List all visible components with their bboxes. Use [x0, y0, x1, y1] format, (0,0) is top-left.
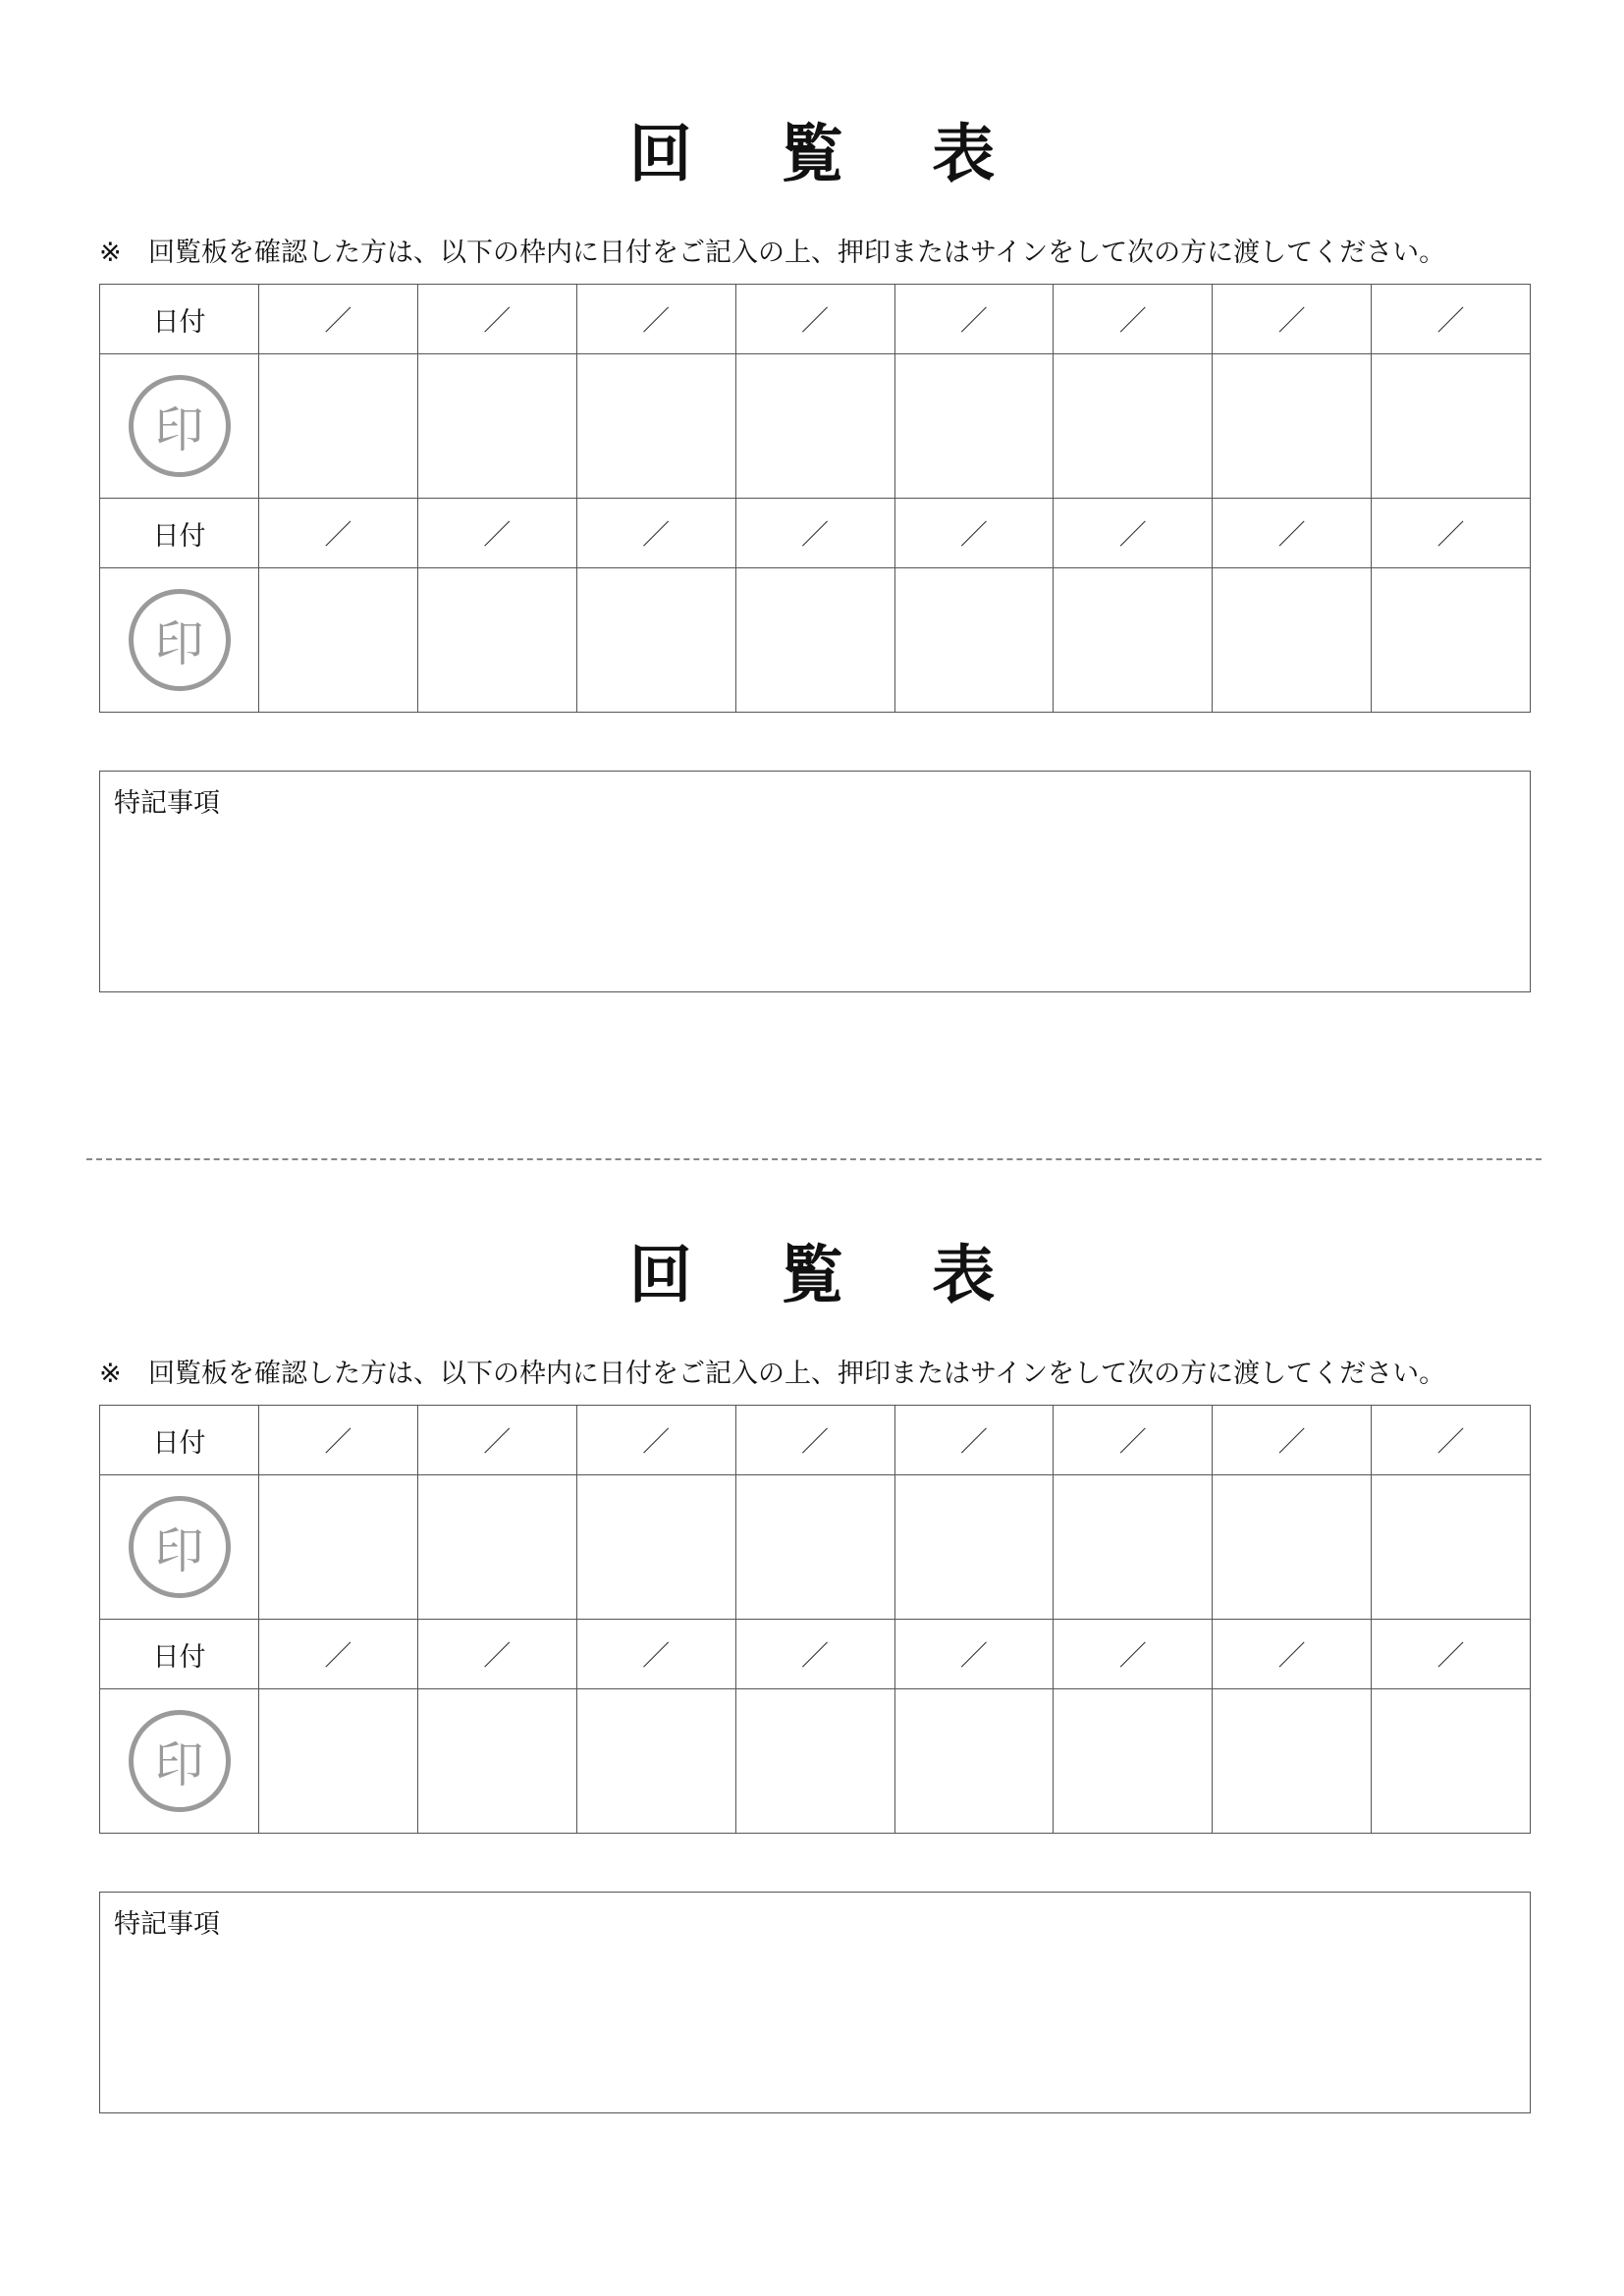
date-row	[100, 1620, 1531, 1689]
stamp-row	[100, 1475, 1531, 1620]
stamp-cell[interactable]	[259, 568, 418, 713]
stamp-seal-icon: 印	[129, 1496, 231, 1598]
instruction-text	[99, 1355, 1543, 1394]
stamp-cell[interactable]	[1054, 568, 1213, 713]
stamp-cell[interactable]	[1213, 1475, 1372, 1620]
date-cell[interactable]: ／	[1372, 1620, 1531, 1689]
stamp-cell[interactable]	[576, 1475, 735, 1620]
stamp-row	[100, 568, 1531, 713]
date-cell[interactable]: ／	[894, 499, 1054, 568]
date-cell[interactable]: ／	[894, 285, 1054, 354]
instruction-body: 回覧板を確認した方は、以下の枠内に日付をご記入の上、押印またはサインをして次の方に渡してください。	[148, 238, 1446, 268]
date-cell[interactable]: ／	[894, 1620, 1054, 1689]
stamp-cell[interactable]	[1372, 568, 1531, 713]
stamp-cell[interactable]	[417, 568, 576, 713]
stamp-cell[interactable]	[894, 1475, 1054, 1620]
date-cell[interactable]: ／	[1054, 285, 1213, 354]
date-cell[interactable]: ／	[259, 499, 418, 568]
date-row	[100, 285, 1531, 354]
stamp-cell[interactable]	[1213, 568, 1372, 713]
date-label: 日付	[100, 1620, 259, 1689]
date-row	[100, 499, 1531, 568]
stamp-cell[interactable]	[576, 354, 735, 499]
instruction-text	[99, 234, 1543, 273]
stamp-cell[interactable]	[735, 354, 894, 499]
stamp-cell[interactable]	[259, 1475, 418, 1620]
circular-form-bottom	[0, 1121, 1624, 2201]
stamp-label-cell	[100, 1475, 259, 1620]
date-cell[interactable]: ／	[576, 499, 735, 568]
stamp-label-cell	[100, 354, 259, 499]
date-cell[interactable]: ／	[1372, 1406, 1531, 1475]
stamp-cell[interactable]	[894, 1689, 1054, 1834]
date-cell[interactable]: ／	[1213, 1406, 1372, 1475]
notes-box[interactable]	[99, 1892, 1531, 2113]
stamp-cell[interactable]	[894, 354, 1054, 499]
date-cell[interactable]: ／	[1054, 1406, 1213, 1475]
date-cell[interactable]: ／	[894, 1406, 1054, 1475]
stamp-row	[100, 354, 1531, 499]
stamp-cell[interactable]	[417, 1475, 576, 1620]
notes-label: 特記事項	[114, 788, 220, 819]
stamp-cell[interactable]	[1372, 354, 1531, 499]
page-title: 回 覧 表	[628, 119, 1029, 191]
date-cell[interactable]: ／	[735, 285, 894, 354]
stamp-cell[interactable]	[1213, 1689, 1372, 1834]
stamp-cell[interactable]	[894, 568, 1054, 713]
stamp-label-cell	[100, 1689, 259, 1834]
date-cell[interactable]: ／	[1213, 1620, 1372, 1689]
date-cell[interactable]: ／	[1054, 1620, 1213, 1689]
date-label: 日付	[100, 1406, 259, 1475]
note-mark: ※	[99, 1359, 122, 1389]
stamp-label-cell	[100, 568, 259, 713]
stamp-row	[100, 1689, 1531, 1834]
stamp-cell[interactable]	[1213, 354, 1372, 499]
circular-form-top	[0, 0, 1624, 1080]
circulation-table	[99, 1405, 1531, 1834]
stamp-cell[interactable]	[576, 568, 735, 713]
stamp-cell[interactable]	[735, 1689, 894, 1834]
notes-label: 特記事項	[114, 1909, 220, 1940]
page-title: 回 覧 表	[628, 1240, 1029, 1312]
date-cell[interactable]: ／	[576, 285, 735, 354]
stamp-cell[interactable]	[1054, 354, 1213, 499]
date-cell[interactable]: ／	[576, 1406, 735, 1475]
notes-box[interactable]	[99, 771, 1531, 992]
date-cell[interactable]: ／	[417, 1406, 576, 1475]
stamp-cell[interactable]	[735, 568, 894, 713]
date-cell[interactable]: ／	[1372, 499, 1531, 568]
date-label: 日付	[100, 285, 259, 354]
stamp-cell[interactable]	[259, 354, 418, 499]
stamp-cell[interactable]	[735, 1475, 894, 1620]
date-cell[interactable]: ／	[259, 1406, 418, 1475]
stamp-cell[interactable]	[1372, 1475, 1531, 1620]
date-row	[100, 1406, 1531, 1475]
date-cell[interactable]: ／	[735, 499, 894, 568]
date-cell[interactable]: ／	[417, 1620, 576, 1689]
stamp-cell[interactable]	[259, 1689, 418, 1834]
stamp-cell[interactable]	[417, 1689, 576, 1834]
date-cell[interactable]: ／	[417, 285, 576, 354]
stamp-seal-icon: 印	[129, 589, 231, 691]
date-cell[interactable]: ／	[1213, 285, 1372, 354]
date-label: 日付	[100, 499, 259, 568]
date-cell[interactable]: ／	[259, 285, 418, 354]
stamp-seal-icon: 印	[129, 375, 231, 477]
stamp-seal-icon: 印	[129, 1710, 231, 1812]
date-cell[interactable]: ／	[1372, 285, 1531, 354]
stamp-cell[interactable]	[1054, 1475, 1213, 1620]
stamp-cell[interactable]	[1054, 1689, 1213, 1834]
date-cell[interactable]: ／	[417, 499, 576, 568]
circulation-table	[99, 284, 1531, 713]
stamp-cell[interactable]	[576, 1689, 735, 1834]
date-cell[interactable]: ／	[259, 1620, 418, 1689]
date-cell[interactable]: ／	[1054, 499, 1213, 568]
stamp-cell[interactable]	[1372, 1689, 1531, 1834]
instruction-body: 回覧板を確認した方は、以下の枠内に日付をご記入の上、押印またはサインをして次の方に渡してください。	[148, 1359, 1446, 1389]
date-cell[interactable]: ／	[735, 1406, 894, 1475]
date-cell[interactable]: ／	[735, 1620, 894, 1689]
date-cell[interactable]: ／	[576, 1620, 735, 1689]
stamp-cell[interactable]	[417, 354, 576, 499]
date-cell[interactable]: ／	[1213, 499, 1372, 568]
note-mark: ※	[99, 238, 122, 268]
